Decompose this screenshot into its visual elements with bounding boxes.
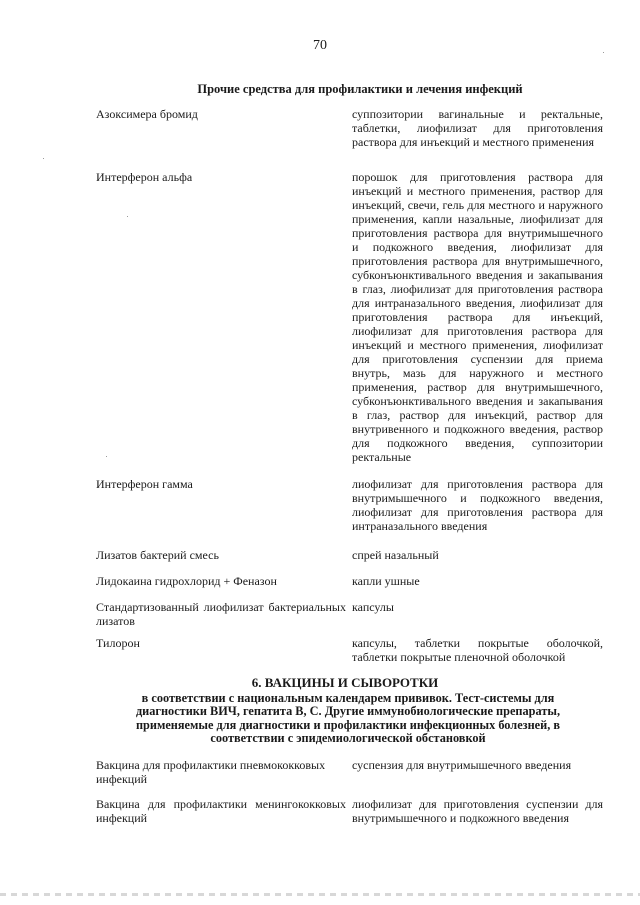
drug-name: Стандартизованный лиофилизат бактериальных лизатов (96, 600, 346, 628)
drug-form: капли ушные (352, 574, 420, 588)
drug-form: порошок для приготовления раствора для инъекций и местного применения, раствор для инъекций, свечи, гель для местного и наружного применения, капли назальные, лиофилизат для приготовления раствора для внутримышечного и подкожного введения, лиофилизат для приготовления раствора для внутримышечного, субконъюнктивального введения и закапывания в глаз, лиофилизат для приготовления раствора для интраназального введения, лиофилизат для приготовления раствора для инъекций, лиофилизат для приготовления раствора для инъекций и местного применения, лиофилизат для приготовления суспензии для приема внутрь, мазь для наружного и местного применения, раствор для внутримышечного, субконъюнктивального введения и закапывания в глаз, раствор для инъекций, раствор для внутривенного и подкожного введения, раствор для подкожного введения, суппозитории ректальные (352, 170, 603, 464)
drug-name: Азоксимера бромид (96, 107, 198, 121)
scan-speck (127, 216, 128, 217)
drug-form: лиофилизат для приготовления раствора для внутримышечного и подкожного введения, лиофилизат для приготовления раствора для интраназального введения (352, 477, 603, 533)
vaccines-subheading: в соответствии с национальным календарем прививок. Тест-системы для диагностики ВИЧ, гепатита В, С. Другие иммунобиологические препараты, применяемые для диагностики и профилактики инфекционных болезней, в соответствии с эпидемиологической обстановкой (135, 691, 561, 745)
drug-name: Лидокаина гидрохлорид + Феназон (96, 574, 277, 588)
drug-name: Интерферон гамма (96, 477, 193, 491)
drug-form: спрей назальный (352, 548, 439, 562)
drug-form: суппозитории вагинальные и ректальные, таблетки, лиофилизат для приготовления раствора для инъекций и местного применения (352, 107, 603, 149)
scan-speck (106, 456, 107, 457)
vaccine-name: Вакцина для профилактики менингококковых инфекций (96, 797, 346, 825)
vaccines-heading: 6. ВАКЦИНЫ И СЫВОРОТКИ (251, 675, 439, 690)
scan-speck (43, 158, 44, 159)
scan-bottom-edge (0, 893, 640, 896)
drug-name: Тилорон (96, 636, 140, 650)
section-heading: Прочие средства для профилактики и лечения инфекций (197, 82, 523, 96)
vaccine-form: суспензия для внутримышечного введения (352, 758, 572, 772)
scan-speck (603, 52, 604, 53)
drug-name: Лизатов бактерий смесь (96, 548, 219, 562)
drug-form: капсулы (352, 600, 394, 614)
vaccine-form: лиофилизат для приготовления суспензии для внутримышечного и подкожного введения (352, 797, 603, 825)
drug-name: Интерферон альфа (96, 170, 193, 184)
page-number: 70 (313, 38, 327, 53)
vaccine-name: Вакцина для профилактики пневмококковых инфекций (96, 758, 326, 786)
drug-form: капсулы, таблетки покрытые оболочкой, таблетки покрытые пленочной оболочкой (352, 636, 603, 664)
